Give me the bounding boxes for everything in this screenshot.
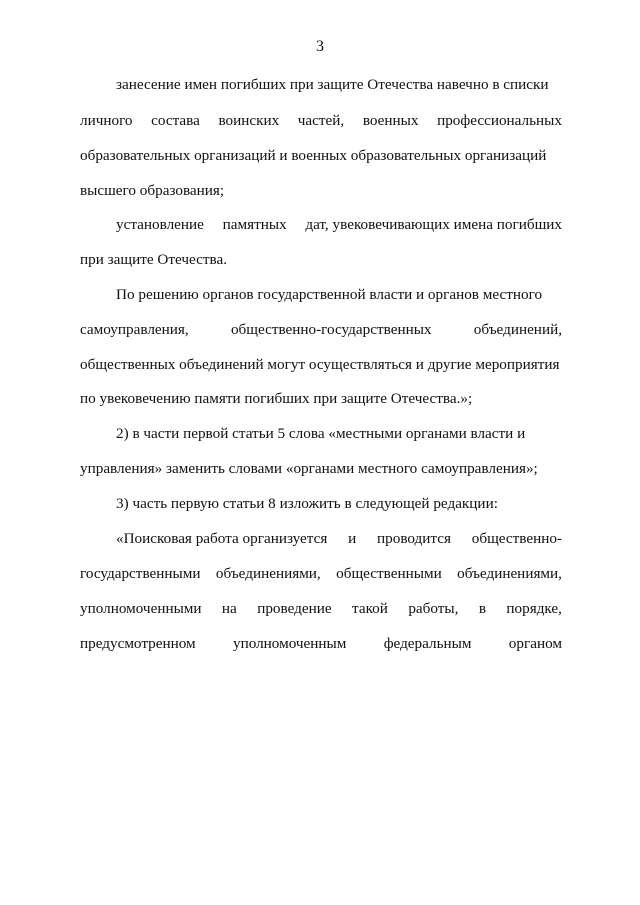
- text-line: 3) часть первую статьи 8 изложить в следующей редакции:: [116, 495, 498, 512]
- text-line: предусмотренном уполномоченным федеральным органом: [80, 635, 562, 652]
- text-line: общественных объединений могут осуществляться и другие мероприятия: [80, 356, 560, 373]
- text-line: личного состава воинских частей, военных профессиональных: [80, 112, 562, 129]
- text-line: 2) в части первой статьи 5 слова «местными органами власти и: [116, 425, 526, 442]
- text-line: по увековечению памяти погибших при защите Отечества.»;: [80, 390, 473, 407]
- text-line: самоуправления, общественно-государственных объединений,: [80, 321, 562, 338]
- text-line: управления» заменить словами «органами местного самоуправления»;: [80, 460, 538, 477]
- text-line: образовательных организаций и военных образовательных организаций: [80, 147, 547, 164]
- text-line: государственными объединениями, общественными объединениями,: [80, 565, 562, 582]
- text-line: По решению органов государственной власти и органов местного: [116, 286, 543, 303]
- text-line: высшего образования;: [80, 182, 225, 199]
- text-line: установление памятных дат, увековечивающих имена погибших: [116, 216, 562, 233]
- text-line: при защите Отечества.: [80, 251, 227, 268]
- text-line: «Поисковая работа организуется и проводится общественно-: [116, 530, 562, 547]
- text-line: уполномоченными на проведение такой работы, в порядке,: [80, 600, 562, 617]
- text-line: занесение имен погибших при защите Отечества навечно в списки: [116, 76, 549, 93]
- page-number: 3: [316, 38, 324, 55]
